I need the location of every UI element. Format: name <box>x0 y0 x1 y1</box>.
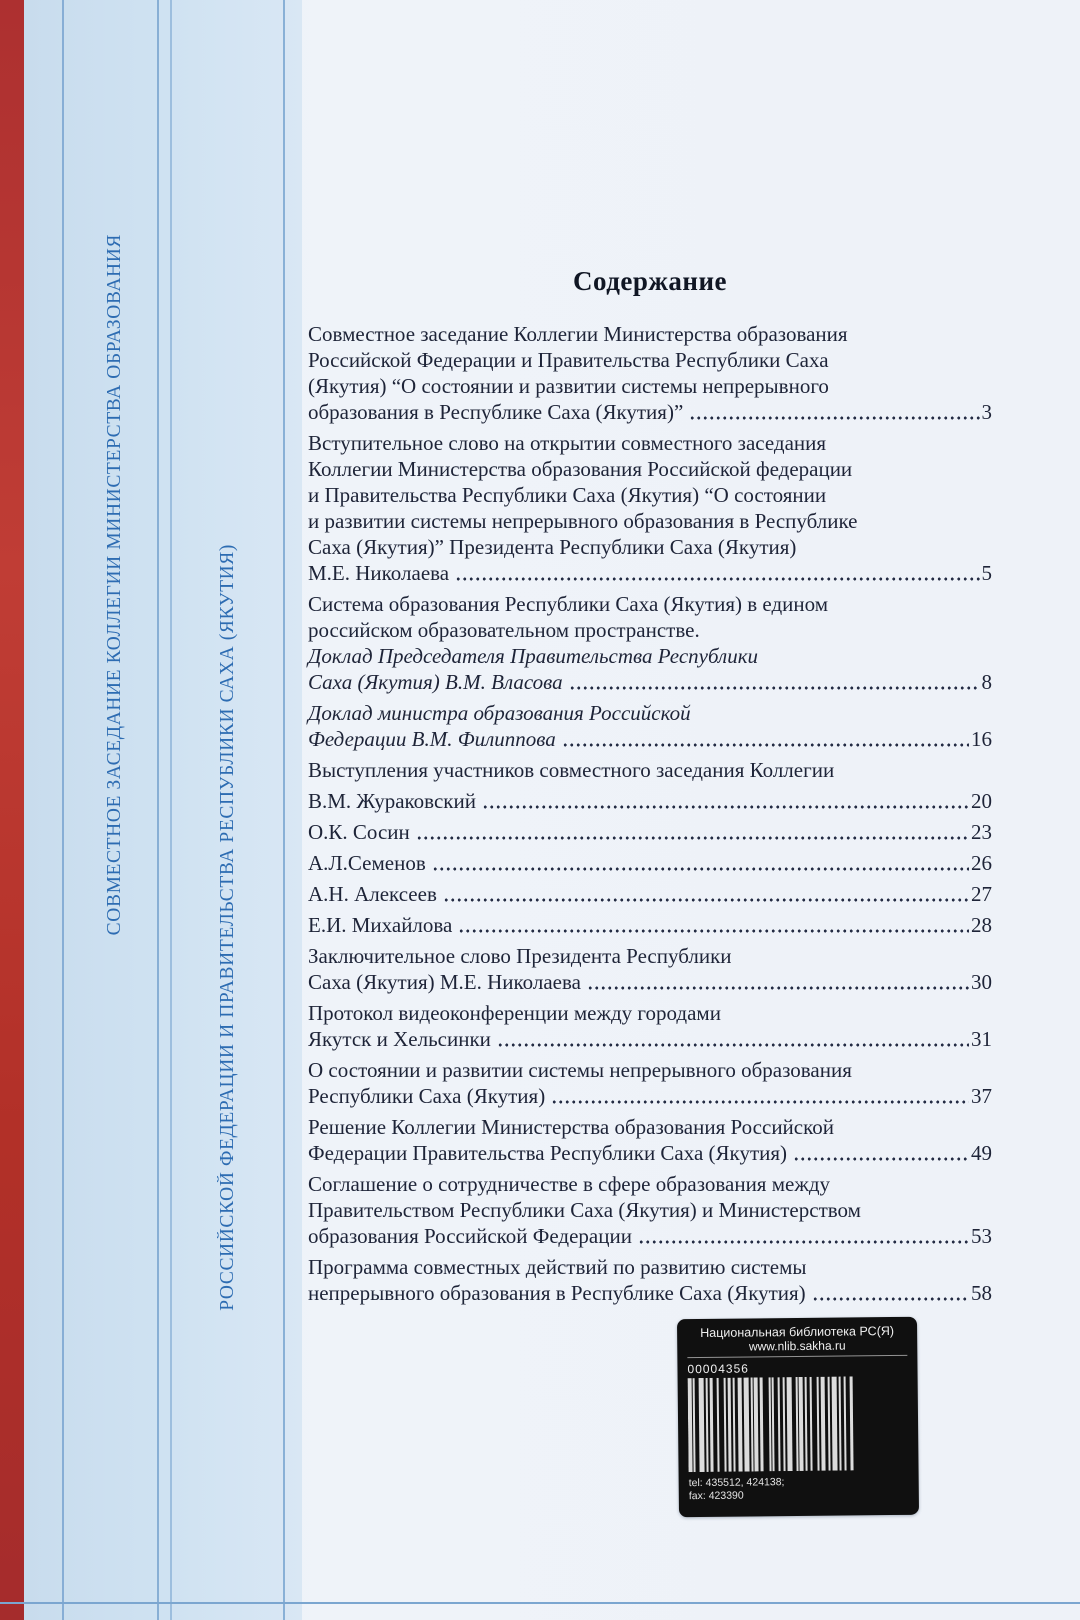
sidebar-rule-3 <box>170 0 172 1620</box>
toc-text: Вступительное слово на открытии совместного заседания <box>308 431 827 455</box>
toc-entry <box>308 850 992 876</box>
toc-line <box>308 850 992 876</box>
dot-leader <box>793 1154 969 1162</box>
toc-entry <box>308 881 992 907</box>
toc-line <box>308 508 992 534</box>
toc-line <box>308 1114 992 1140</box>
dot-leader <box>562 740 969 748</box>
page-number: 23 <box>971 820 992 844</box>
toc-text: В.М. Жураковский <box>308 789 476 813</box>
toc-text: Республики Саха (Якутия) <box>308 1084 546 1108</box>
sidebar-vertical-text-2 <box>176 340 280 1515</box>
toc-line <box>308 757 992 783</box>
toc-text: Федерации Правительства Республики Саха (Якутия) <box>308 1141 788 1165</box>
toc-line <box>308 456 992 482</box>
toc-line <box>308 1223 992 1249</box>
page-number: 53 <box>971 1224 992 1248</box>
barcode-gap <box>853 1376 856 1470</box>
toc-entry <box>308 819 992 845</box>
toc-text: Доклад министра образования Российской <box>308 701 691 725</box>
library-url: www.nlib.sakha.ru <box>748 1338 846 1354</box>
dot-leader <box>812 1294 969 1302</box>
toc-entries <box>308 321 992 1306</box>
toc-line <box>308 643 992 669</box>
toc-text: Саха (Якутия) М.Е. Николаева <box>308 970 581 994</box>
toc-line <box>308 700 992 726</box>
toc-text: Коллегии Министерства образования Российской федерации <box>308 457 853 481</box>
dot-leader <box>443 895 969 903</box>
dot-leader <box>482 802 969 810</box>
dot-leader <box>432 864 969 872</box>
toc-text: Российской Федерации и Правительства Республики Саха <box>308 348 829 372</box>
toc-entry <box>308 700 992 752</box>
toc-text: Выступления участников совместного заседания Коллегии <box>308 758 835 782</box>
toc-line <box>308 617 992 643</box>
toc-entry <box>308 912 992 938</box>
toc-line <box>308 726 992 752</box>
label-footer <box>689 1475 909 1503</box>
toc-line <box>308 399 992 425</box>
dot-leader <box>587 983 969 991</box>
toc-line <box>308 560 992 586</box>
barcode <box>688 1376 909 1472</box>
toc-line <box>308 347 992 373</box>
page-number: 49 <box>971 1141 992 1165</box>
toc-text: и Правительства Республики Саха (Якутия) “О состоянии <box>308 483 827 507</box>
toc-entry <box>308 1114 992 1166</box>
page-number: 28 <box>971 913 992 937</box>
toc-line <box>308 788 992 814</box>
page-number: 16 <box>971 727 992 751</box>
toc-entry <box>308 788 992 814</box>
sidebar-vertical-text-1 <box>68 55 162 1115</box>
toc-text: М.Е. Николаева <box>308 561 450 585</box>
label-fax: fax: 423390 <box>688 1489 744 1503</box>
page-number: 27 <box>971 882 992 906</box>
sidebar-rule-4 <box>283 0 285 1620</box>
book-spine-edge <box>0 0 24 1620</box>
page-number: 3 <box>981 400 992 424</box>
toc-line <box>308 373 992 399</box>
toc-text: (Якутия) “О состоянии и развитии системы непрерывного <box>308 374 829 398</box>
page-number: 5 <box>981 561 992 585</box>
library-name: Национальная библиотека РС(Я) <box>700 1323 895 1341</box>
toc-text: Соглашение о сотрудничестве в сфере образования между <box>308 1172 831 1196</box>
toc-line <box>308 669 992 695</box>
toc-line <box>308 1000 992 1026</box>
toc-line <box>308 1140 992 1166</box>
toc-text: Протокол видеоконференции между городами <box>308 1001 721 1025</box>
page-number: 31 <box>971 1027 992 1051</box>
toc-entry <box>308 321 992 425</box>
toc-line <box>308 430 992 456</box>
dot-leader <box>458 926 969 934</box>
toc-text: О.К. Сосин <box>308 820 410 844</box>
dot-leader <box>638 1237 969 1245</box>
page-number: 20 <box>971 789 992 813</box>
toc-line <box>308 881 992 907</box>
dot-leader <box>455 574 979 582</box>
toc-line <box>308 819 992 845</box>
page-number: 30 <box>971 970 992 994</box>
page-number: 37 <box>971 1084 992 1108</box>
toc-text: А.Л.Семенов <box>308 851 426 875</box>
dot-leader <box>569 683 980 691</box>
toc-text: Саха (Якутия)” Президента Республики Саха (Якутия) <box>308 535 797 559</box>
page-number: 8 <box>981 670 992 694</box>
sidebar-vertical-label-1: СОВМЕСТНОЕ ЗАСЕДАНИЕ КОЛЛЕГИИ МИНИСТЕРСТВА ОБРАЗОВАНИЯ <box>104 234 125 936</box>
toc-text: А.Н. Алексеев <box>308 882 437 906</box>
dot-leader <box>689 413 979 421</box>
toc-text: Программа совместных действий по развитию системы <box>308 1255 807 1279</box>
toc-line <box>308 482 992 508</box>
toc-entry <box>308 943 992 995</box>
toc-entry <box>308 430 992 586</box>
toc-text: Заключительное слово Президента Республики <box>308 944 732 968</box>
toc-line <box>308 1057 992 1083</box>
dot-leader <box>416 833 969 841</box>
toc-entry <box>308 1057 992 1109</box>
page-number: 26 <box>971 851 992 875</box>
accession-number: 00004356 <box>687 1361 749 1377</box>
sidebar-rule-1 <box>62 0 64 1620</box>
label-phone: tel: 435512, 424138; <box>688 1476 785 1490</box>
label-header <box>687 1324 907 1358</box>
dot-leader <box>497 1040 969 1048</box>
table-of-contents <box>308 266 992 1311</box>
toc-entry <box>308 1171 992 1249</box>
toc-entry <box>308 757 992 783</box>
toc-entry <box>308 1000 992 1052</box>
toc-line <box>308 1254 992 1280</box>
toc-text: образования в Республике Саха (Якутия)” <box>308 400 684 424</box>
dot-leader <box>551 1097 969 1105</box>
toc-line <box>308 912 992 938</box>
page-title: Содержание <box>572 266 728 296</box>
page-number: 58 <box>971 1281 992 1305</box>
toc-text: и развитии системы непрерывного образования в Республике <box>308 509 858 533</box>
toc-line <box>308 969 992 995</box>
toc-text: Саха (Якутия) В.М. Власова <box>308 670 563 694</box>
toc-line <box>308 1026 992 1052</box>
toc-line <box>308 1083 992 1109</box>
toc-line <box>308 321 992 347</box>
toc-text: Правительством Республики Саха (Якутия) и Министерством <box>308 1198 861 1222</box>
toc-text: Е.И. Михайлова <box>308 913 453 937</box>
toc-text: Федерации В.М. Филиппова <box>308 727 556 751</box>
toc-line <box>308 943 992 969</box>
toc-text: Система образования Республики Саха (Якутия) в едином <box>308 592 829 616</box>
toc-line <box>308 1197 992 1223</box>
toc-text: российском образовательном пространстве. <box>308 618 700 642</box>
library-barcode-label <box>677 1317 919 1518</box>
toc-text: образования Российской Федерации <box>308 1224 632 1248</box>
toc-line <box>308 591 992 617</box>
toc-text: Решение Коллегии Министерства образования Российской <box>308 1115 834 1139</box>
toc-text: О состоянии и развитии системы непрерывного образования <box>308 1058 852 1082</box>
toc-text: Доклад Председателя Правительства Республики <box>308 644 759 668</box>
toc-text: Совместное заседание Коллегии Министерства образования <box>308 322 848 346</box>
toc-line <box>308 1280 992 1306</box>
toc-text: Якутск и Хельсинки <box>308 1027 491 1051</box>
toc-entry <box>308 591 992 695</box>
toc-text: непрерывного образования в Республике Саха (Якутия) <box>308 1281 806 1305</box>
toc-entry <box>308 1254 992 1306</box>
bottom-rule <box>0 1602 1080 1604</box>
toc-line <box>308 1171 992 1197</box>
toc-line <box>308 534 992 560</box>
sidebar-vertical-label-2: РОССИЙСКОЙ ФЕДЕРАЦИИ И ПРАВИТЕЛЬСТВА РЕСПУБЛИКИ САХА (ЯКУТИЯ) <box>217 544 238 1311</box>
